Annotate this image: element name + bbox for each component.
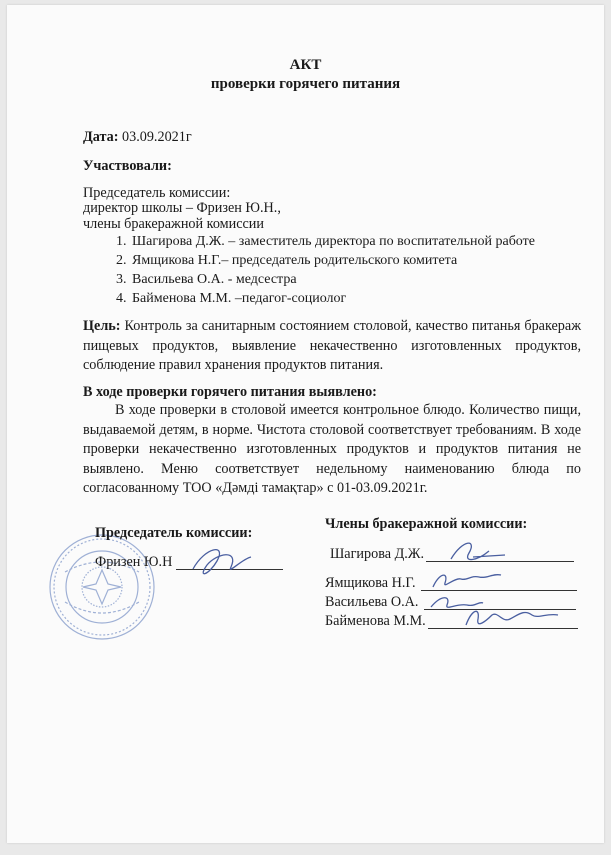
member-signature-icon: [443, 535, 513, 567]
members-list: [116, 232, 535, 308]
commission-signature-heading: Члены бракеражной комиссии:: [325, 516, 528, 532]
commission-member-signature-name: Ямщикова Н.Г.: [325, 575, 416, 591]
document-page: [7, 5, 604, 843]
commission-member-signature-name: Васильева О.А.: [325, 594, 419, 610]
date-row: [83, 129, 192, 146]
chair-signature-name: Фризен Ю.Н: [95, 554, 173, 570]
participants-heading: Участвовали:: [83, 158, 172, 174]
document-title: АКТ: [289, 57, 322, 73]
commission-member-signature-name: Байменова М.М.: [325, 613, 426, 629]
chair-signature-icon: [187, 539, 257, 581]
date-value: 03.09.2021г: [122, 129, 192, 145]
chair-role-line: Председатель комиссии:: [83, 185, 231, 201]
goal-label: Цель:: [83, 318, 121, 334]
seal-stamp-icon: [47, 532, 157, 642]
commission-member-signature-name: Шагирова Д.Ж.: [330, 546, 425, 562]
chair-signature-heading: Председатель комиссии:: [95, 525, 253, 541]
list-item: 1. Шагирова Д.Ж. – заместитель директора по воспитательной работе: [116, 234, 535, 249]
list-item: 4. Байменова М.М. –педагог-социолог: [116, 291, 347, 306]
list-item: 2. Ямщикова Н.Г.– председатель родительского комитета: [116, 253, 458, 268]
goal-paragraph: [83, 317, 581, 376]
findings-paragraph: В ходе проверки в столовой имеется контрольное блюдо. Количество пищи, выдаваемой детям, в норме. Чистота столовой соответствует требованиям. В ходе проверки некачественно изготовленных продуктов и продуктов питания не выявлено. Меню соответствует недельному наименованию блюда по согласованному ТОО «Дәмді тамақтар» с 01-03.09.2021г.: [83, 402, 581, 496]
members-heading: члены бракеражной комиссии: [83, 216, 264, 232]
findings-heading: В ходе проверки горячего питания выявлено:: [83, 384, 377, 400]
chair-line: директор школы – Фризен Ю.Н.,: [83, 200, 281, 216]
goal-text: Контроль за санитарным состоянием столовой, качество питанья бракераж пищевых продуктов, выявление некачественно изготовленных продуктов, соблюдение правил хранения продуктов питания.: [83, 318, 581, 373]
member-signature-icon: [462, 601, 562, 633]
date-label: Дата:: [83, 129, 119, 145]
document-subtitle: проверки горячего питания: [210, 76, 401, 92]
list-item: 3. Васильева О.А. - медсестра: [116, 272, 297, 287]
